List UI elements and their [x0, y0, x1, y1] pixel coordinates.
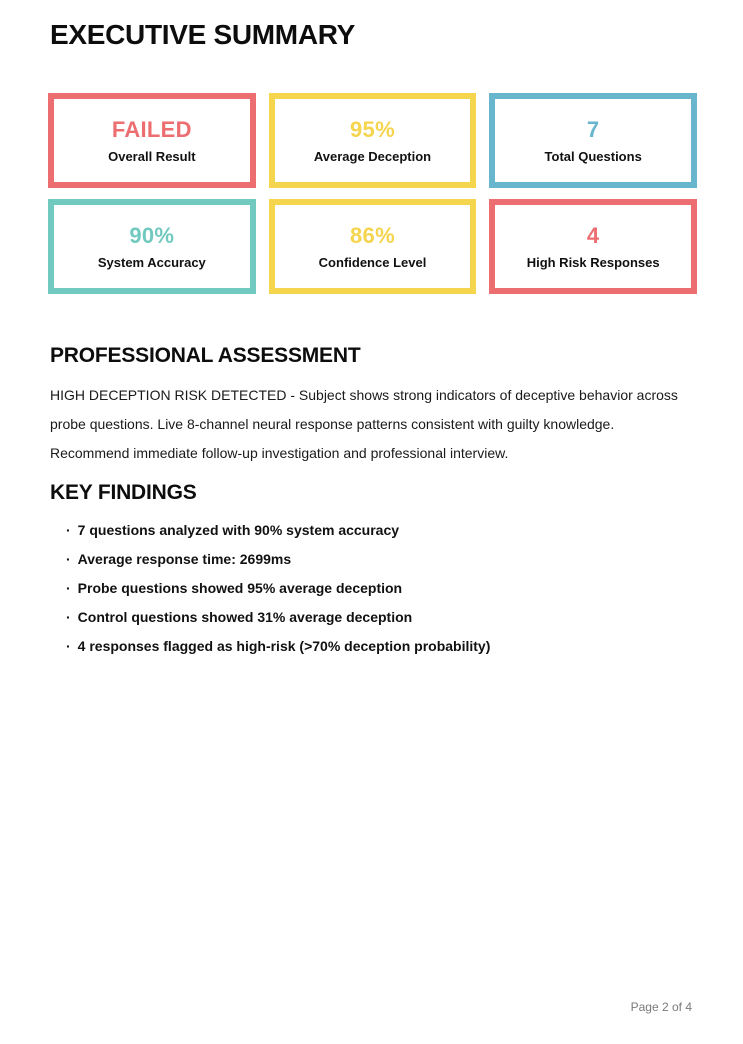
bullet-icon: · — [66, 522, 71, 538]
metric-card-overall-result — [48, 93, 256, 188]
metric-card-high-risk-responses — [489, 199, 697, 294]
key-finding-text: Control questions showed 31% average deception — [77, 609, 413, 625]
metric-card-confidence-level — [269, 199, 477, 294]
bullet-icon: · — [66, 609, 71, 625]
metric-value: 4 — [586, 222, 600, 248]
bullet-icon: · — [66, 638, 71, 654]
key-finding-item — [66, 637, 697, 655]
page-number: Page 2 of 4 — [630, 1000, 692, 1014]
metric-label: System Accuracy — [97, 254, 206, 270]
metric-label: High Risk Responses — [526, 254, 660, 270]
metric-label: Confidence Level — [318, 254, 427, 270]
page-title: EXECUTIVE SUMMARY — [50, 19, 356, 50]
metric-card-grid — [48, 93, 697, 294]
bullet-icon: · — [66, 551, 71, 567]
metric-value: 7 — [586, 116, 600, 142]
key-finding-text: Average response time: 2699ms — [77, 551, 292, 567]
metric-label: Overall Result — [108, 148, 196, 164]
metric-label: Average Deception — [313, 148, 432, 164]
metric-card-average-deception — [269, 93, 477, 188]
metric-value: 90% — [129, 222, 175, 248]
key-finding-text: 4 responses flagged as high-risk (>70% deception probability) — [77, 638, 491, 654]
metric-card-system-accuracy — [48, 199, 256, 294]
key-finding-text: Probe questions showed 95% average deception — [77, 580, 403, 596]
key-finding-item — [66, 521, 697, 539]
metric-value: FAILED — [111, 116, 192, 142]
key-findings-heading: KEY FINDINGS — [50, 481, 197, 504]
metric-card-total-questions — [489, 93, 697, 188]
key-findings-list — [66, 521, 697, 655]
metric-label: Total Questions — [544, 148, 642, 164]
key-finding-item — [66, 550, 697, 568]
key-finding-item — [66, 608, 697, 626]
professional-assessment-body: HIGH DECEPTION RISK DETECTED - Subject shows strong indicators of deceptive behavior across probe questions. Live 8-channel neural response patterns consistent with guilty knowledge. Recommend immediate follow-up investigation and professional interview. — [50, 387, 678, 461]
bullet-icon: · — [66, 580, 71, 596]
key-finding-item — [66, 579, 697, 597]
metric-value: 95% — [350, 116, 395, 142]
professional-assessment-heading: PROFESSIONAL ASSESSMENT — [50, 344, 361, 367]
metric-value: 86% — [350, 222, 395, 248]
key-finding-text: 7 questions analyzed with 90% system accuracy — [77, 522, 400, 538]
